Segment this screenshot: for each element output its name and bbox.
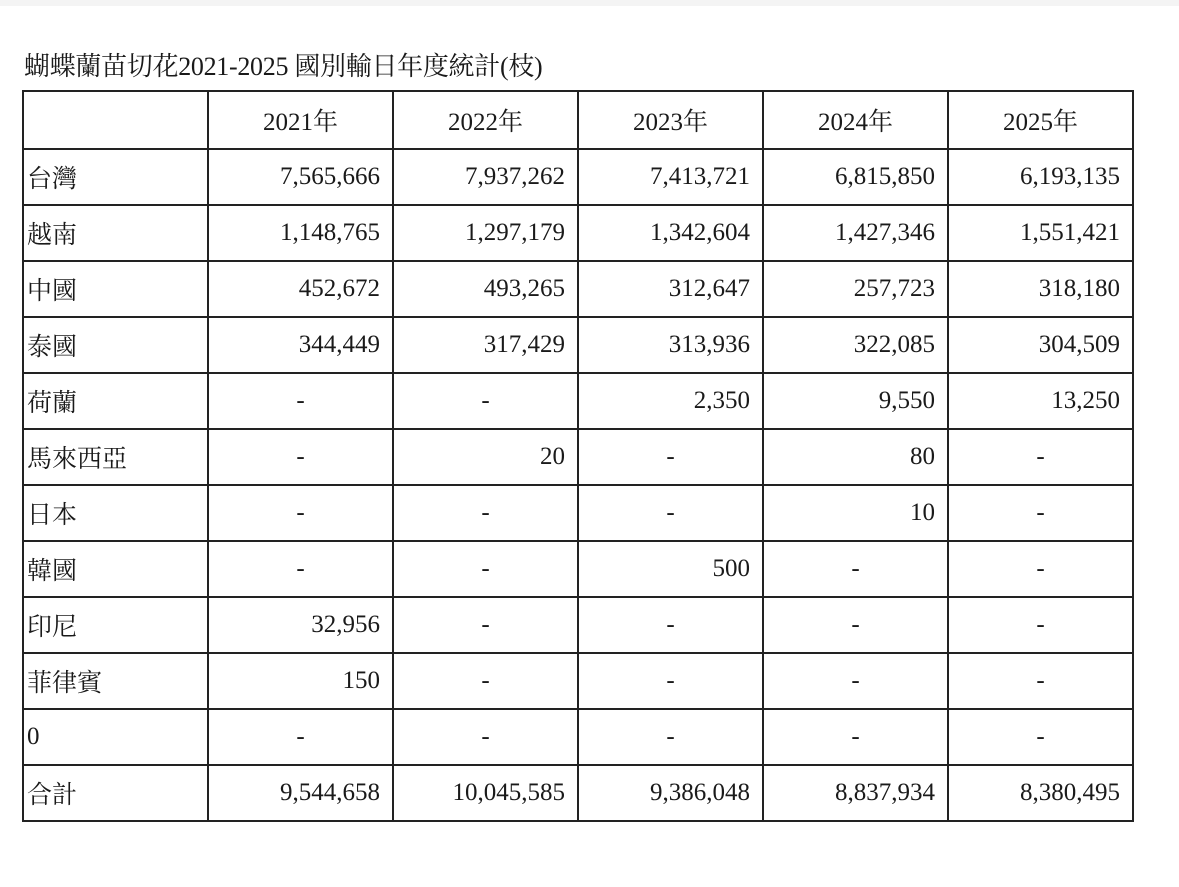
value-cell: 8,380,495 bbox=[948, 765, 1133, 821]
total-row bbox=[23, 765, 1133, 821]
value-cell: 7,413,721 bbox=[578, 149, 763, 205]
value-cell: 1,551,421 bbox=[948, 205, 1133, 261]
value-cell: 322,085 bbox=[763, 317, 948, 373]
value-cell: 20 bbox=[393, 429, 578, 485]
value-cell: - bbox=[948, 485, 1133, 541]
value-cell: 2,350 bbox=[578, 373, 763, 429]
value-cell: - bbox=[393, 709, 578, 765]
country-cell: 印尼 bbox=[23, 597, 208, 653]
value-cell: 10 bbox=[763, 485, 948, 541]
table-row bbox=[23, 429, 1133, 485]
value-cell: 318,180 bbox=[948, 261, 1133, 317]
country-cell: 菲律賓 bbox=[23, 653, 208, 709]
table-row bbox=[23, 261, 1133, 317]
value-cell: - bbox=[948, 541, 1133, 597]
value-cell: - bbox=[763, 541, 948, 597]
value-cell: 10,045,585 bbox=[393, 765, 578, 821]
country-cell: 台灣 bbox=[23, 149, 208, 205]
value-cell: 8,837,934 bbox=[763, 765, 948, 821]
table-row bbox=[23, 709, 1133, 765]
table-row bbox=[23, 149, 1133, 205]
value-cell: - bbox=[763, 597, 948, 653]
country-cell: 日本 bbox=[23, 485, 208, 541]
value-cell: - bbox=[208, 709, 393, 765]
table-row bbox=[23, 205, 1133, 261]
value-cell: - bbox=[578, 429, 763, 485]
table-row bbox=[23, 541, 1133, 597]
header-corner-cell bbox=[23, 91, 208, 149]
value-cell: 257,723 bbox=[763, 261, 948, 317]
top-bar bbox=[0, 0, 1179, 6]
value-cell: 6,193,135 bbox=[948, 149, 1133, 205]
table-row bbox=[23, 317, 1133, 373]
table-row bbox=[23, 485, 1133, 541]
value-cell: - bbox=[763, 653, 948, 709]
header-year-cell: 2022年 bbox=[393, 91, 578, 149]
value-cell: 13,250 bbox=[948, 373, 1133, 429]
country-cell: 馬來西亞 bbox=[23, 429, 208, 485]
value-cell: - bbox=[393, 541, 578, 597]
value-cell: - bbox=[948, 653, 1133, 709]
country-cell: 0 bbox=[23, 709, 208, 765]
value-cell: - bbox=[578, 709, 763, 765]
value-cell: 1,427,346 bbox=[763, 205, 948, 261]
header-year-cell: 2021年 bbox=[208, 91, 393, 149]
country-cell: 荷蘭 bbox=[23, 373, 208, 429]
header-year-cell: 2025年 bbox=[948, 91, 1133, 149]
value-cell: 317,429 bbox=[393, 317, 578, 373]
statistics-table bbox=[22, 90, 1134, 822]
value-cell: - bbox=[578, 653, 763, 709]
value-cell: 9,544,658 bbox=[208, 765, 393, 821]
value-cell: - bbox=[948, 597, 1133, 653]
value-cell: 312,647 bbox=[578, 261, 763, 317]
value-cell: - bbox=[393, 485, 578, 541]
header-year-cell: 2024年 bbox=[763, 91, 948, 149]
value-cell: - bbox=[208, 373, 393, 429]
value-cell: 150 bbox=[208, 653, 393, 709]
value-cell: 80 bbox=[763, 429, 948, 485]
value-cell: - bbox=[393, 597, 578, 653]
value-cell: 1,342,604 bbox=[578, 205, 763, 261]
value-cell: - bbox=[208, 485, 393, 541]
value-cell: - bbox=[578, 485, 763, 541]
country-cell: 韓國 bbox=[23, 541, 208, 597]
value-cell: 9,386,048 bbox=[578, 765, 763, 821]
value-cell: 32,956 bbox=[208, 597, 393, 653]
value-cell: 1,297,179 bbox=[393, 205, 578, 261]
table-body bbox=[23, 149, 1133, 821]
country-cell: 泰國 bbox=[23, 317, 208, 373]
value-cell: 344,449 bbox=[208, 317, 393, 373]
value-cell: - bbox=[393, 373, 578, 429]
value-cell: 6,815,850 bbox=[763, 149, 948, 205]
value-cell: 9,550 bbox=[763, 373, 948, 429]
value-cell: 313,936 bbox=[578, 317, 763, 373]
value-cell: - bbox=[208, 429, 393, 485]
country-cell: 越南 bbox=[23, 205, 208, 261]
value-cell: - bbox=[948, 429, 1133, 485]
value-cell: 7,937,262 bbox=[393, 149, 578, 205]
value-cell: - bbox=[578, 597, 763, 653]
document-title: 蝴蝶蘭苗切花2021-2025 國別輸日年度統計(枝) bbox=[24, 52, 543, 81]
value-cell: 304,509 bbox=[948, 317, 1133, 373]
value-cell: 452,672 bbox=[208, 261, 393, 317]
table-row bbox=[23, 653, 1133, 709]
value-cell: 7,565,666 bbox=[208, 149, 393, 205]
table-row bbox=[23, 597, 1133, 653]
value-cell: 1,148,765 bbox=[208, 205, 393, 261]
country-cell: 合計 bbox=[23, 765, 208, 821]
value-cell: - bbox=[208, 541, 393, 597]
header-row bbox=[23, 91, 1133, 149]
value-cell: - bbox=[763, 709, 948, 765]
header-year-cell: 2023年 bbox=[578, 91, 763, 149]
value-cell: 493,265 bbox=[393, 261, 578, 317]
value-cell: 500 bbox=[578, 541, 763, 597]
value-cell: - bbox=[948, 709, 1133, 765]
country-cell: 中國 bbox=[23, 261, 208, 317]
value-cell: - bbox=[393, 653, 578, 709]
table-row bbox=[23, 373, 1133, 429]
